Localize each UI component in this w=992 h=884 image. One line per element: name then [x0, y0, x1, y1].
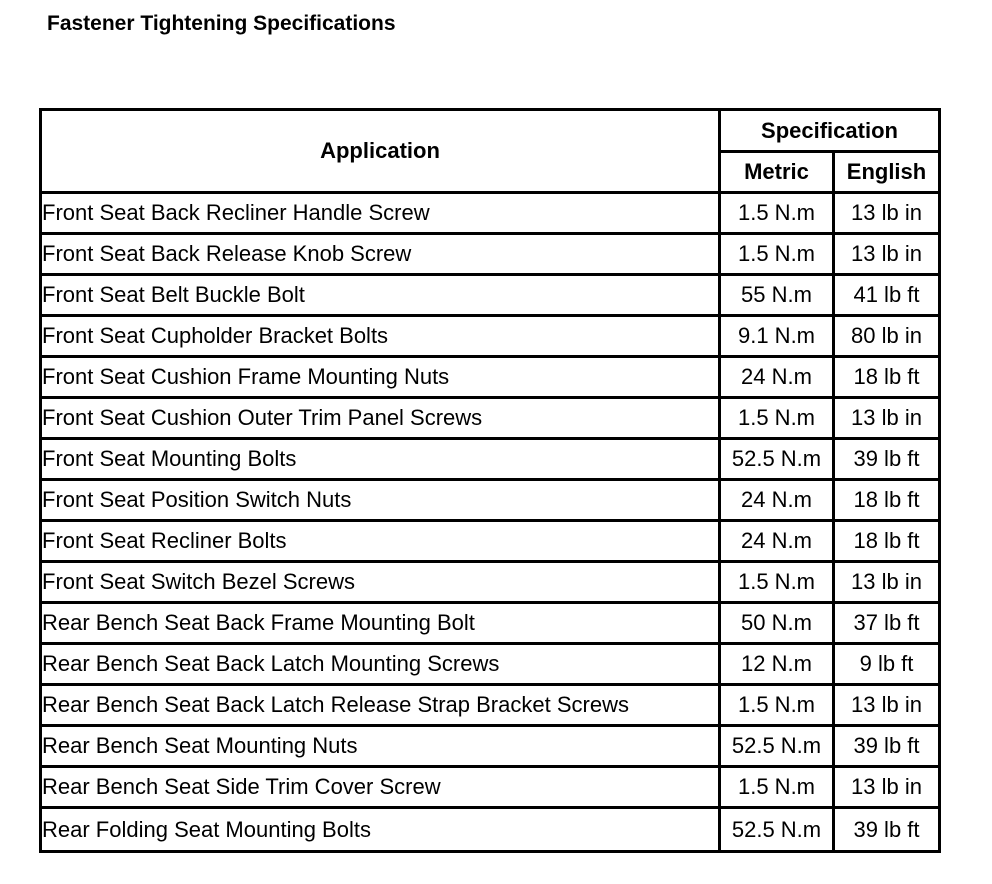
- metric-cell: 9.1 N.m: [721, 317, 835, 358]
- application-cell: Rear Bench Seat Back Frame Mounting Bolt: [42, 604, 721, 645]
- metric-cell: 52.5 N.m: [721, 440, 835, 481]
- application-column-header: Application: [42, 111, 721, 194]
- table-row: [42, 317, 938, 358]
- application-cell: Front Seat Belt Buckle Bolt: [42, 276, 721, 317]
- metric-cell: 55 N.m: [721, 276, 835, 317]
- application-cell: Front Seat Cushion Outer Trim Panel Screws: [42, 399, 721, 440]
- english-cell: 13 lb in: [835, 563, 938, 604]
- table-body: [42, 194, 938, 850]
- table-row: [42, 522, 938, 563]
- specification-column-header: Specification: [721, 111, 938, 153]
- metric-cell: 24 N.m: [721, 481, 835, 522]
- table-row: [42, 809, 938, 850]
- metric-cell: 1.5 N.m: [721, 399, 835, 440]
- metric-cell: 24 N.m: [721, 522, 835, 563]
- english-cell: 18 lb ft: [835, 481, 938, 522]
- english-cell: 13 lb in: [835, 399, 938, 440]
- english-cell: 39 lb ft: [835, 727, 938, 768]
- fastener-spec-table: [39, 108, 941, 853]
- english-cell: 80 lb in: [835, 317, 938, 358]
- metric-cell: 12 N.m: [721, 645, 835, 686]
- table-header-row: [42, 111, 938, 153]
- english-cell: 13 lb in: [835, 768, 938, 809]
- table-row: [42, 563, 938, 604]
- application-cell: Front Seat Cushion Frame Mounting Nuts: [42, 358, 721, 399]
- english-cell: 18 lb ft: [835, 522, 938, 563]
- application-cell: Front Seat Switch Bezel Screws: [42, 563, 721, 604]
- application-cell: Front Seat Position Switch Nuts: [42, 481, 721, 522]
- metric-cell: 1.5 N.m: [721, 768, 835, 809]
- english-cell: 39 lb ft: [835, 440, 938, 481]
- table-row: [42, 399, 938, 440]
- application-cell: Front Seat Recliner Bolts: [42, 522, 721, 563]
- table-row: [42, 768, 938, 809]
- application-cell: Front Seat Back Recliner Handle Screw: [42, 194, 721, 235]
- table-row: [42, 235, 938, 276]
- english-cell: 13 lb in: [835, 235, 938, 276]
- application-cell: Rear Bench Seat Mounting Nuts: [42, 727, 721, 768]
- english-cell: 39 lb ft: [853, 816, 920, 842]
- english-cell: 13 lb in: [835, 194, 938, 235]
- english-cell: 13 lb in: [835, 686, 938, 727]
- metric-cell: 1.5 N.m: [721, 194, 835, 235]
- table-row: [42, 276, 938, 317]
- metric-cell: 50 N.m: [721, 604, 835, 645]
- english-cell: 9 lb ft: [835, 645, 938, 686]
- application-cell: Front Seat Back Release Knob Screw: [42, 235, 721, 276]
- metric-cell: 52.5 N.m: [721, 727, 835, 768]
- metric-cell: 1.5 N.m: [721, 563, 835, 604]
- metric-cell: 52.5 N.m: [721, 809, 835, 850]
- table-row: [42, 686, 938, 727]
- application-cell: Front Seat Cupholder Bracket Bolts: [42, 317, 721, 358]
- english-cell: 37 lb ft: [835, 604, 938, 645]
- table-row: [42, 727, 938, 768]
- table-row: [42, 645, 938, 686]
- metric-column-header: Metric: [721, 153, 835, 194]
- english-column-header: English: [835, 153, 938, 194]
- page-title: Fastener Tightening Specifications: [47, 12, 396, 35]
- table-row: [42, 604, 938, 645]
- english-cell: 18 lb ft: [835, 358, 938, 399]
- table-row: [42, 194, 938, 235]
- metric-cell: 24 N.m: [721, 358, 835, 399]
- table-row: [42, 481, 938, 522]
- table-row: [42, 440, 938, 481]
- metric-cell: 1.5 N.m: [721, 686, 835, 727]
- application-cell: Front Seat Mounting Bolts: [42, 440, 721, 481]
- english-cell: 41 lb ft: [835, 276, 938, 317]
- table-row: [42, 358, 938, 399]
- application-cell: Rear Folding Seat Mounting Bolts: [42, 809, 721, 850]
- application-cell: Rear Bench Seat Side Trim Cover Screw: [42, 768, 721, 809]
- metric-cell: 1.5 N.m: [721, 235, 835, 276]
- application-cell: Rear Bench Seat Back Latch Mounting Screws: [42, 645, 721, 686]
- application-cell: Rear Bench Seat Back Latch Release Strap Bracket Screws: [42, 686, 721, 727]
